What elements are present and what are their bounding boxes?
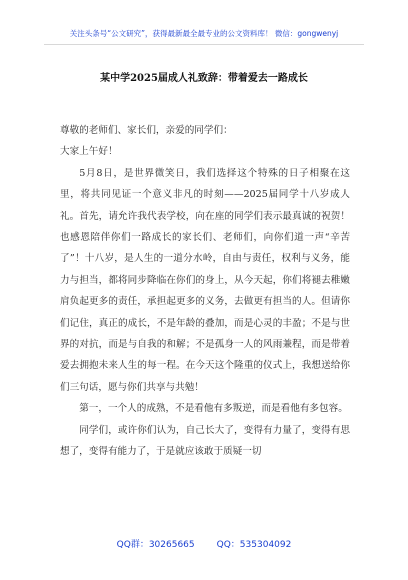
salutation: 尊敬的老师们、家长们，亲爱的同学们： [60, 125, 233, 136]
paragraph: 第一，一个人的成熟，不是看他有多叛逆，而是看他有多包容。 [79, 403, 348, 415]
greeting: 大家上午好！ [60, 146, 118, 158]
header-note: 关注头条号“公文研究”，获得最新最全最专业的公文资料库！ 微信：gongwenyj [69, 29, 339, 38]
qq-number: QQ：535304092 [216, 540, 292, 550]
header-divider [44, 44, 364, 45]
footer-contact [0, 537, 408, 550]
paragraph: 5月8日，是世界微笑日，我们选择这个特殊的日子相聚在这里，将共同见证一个意义非凡的时刻——2025届同学十八岁成人礼。首先，请允许我代表学校，向在座的同学们表示最真诚的祝贺！也感恩陪伴你们一路成长的家长们、老师们，向你们道一声“辛苦了”！十八岁，是人生的一道分水岭，自由与责任，权利与义务，能力与担当，都将同步降临在你们的身上，从今天起，你们将褪去稚嫩肩负起更多的责任，承担起更多的义务，去做更有担当的人。但请你们记住，真正的成长，不是年龄的叠加，而是心灵的丰盈；不是与世界的对抗，而是与自我的和解；不是孤身一人的风雨兼程，而是带着爱去拥抱未来人生的每一程。在今天这个隆重的仪式上，我想送给你们三句话，愿与你们共享与共勉！ [60, 167, 350, 393]
paragraph: 同学们，或许你们认为，自己长大了，变得有力量了，变得有思想了，变得有能力了，于是就应该敢于质疑一切 [60, 424, 350, 458]
document-title: 某中学2025届成人礼致辞：带着爱去一路成长 [100, 73, 308, 84]
qq-group: QQ群：30265665 [116, 540, 195, 550]
document-body [60, 120, 350, 463]
